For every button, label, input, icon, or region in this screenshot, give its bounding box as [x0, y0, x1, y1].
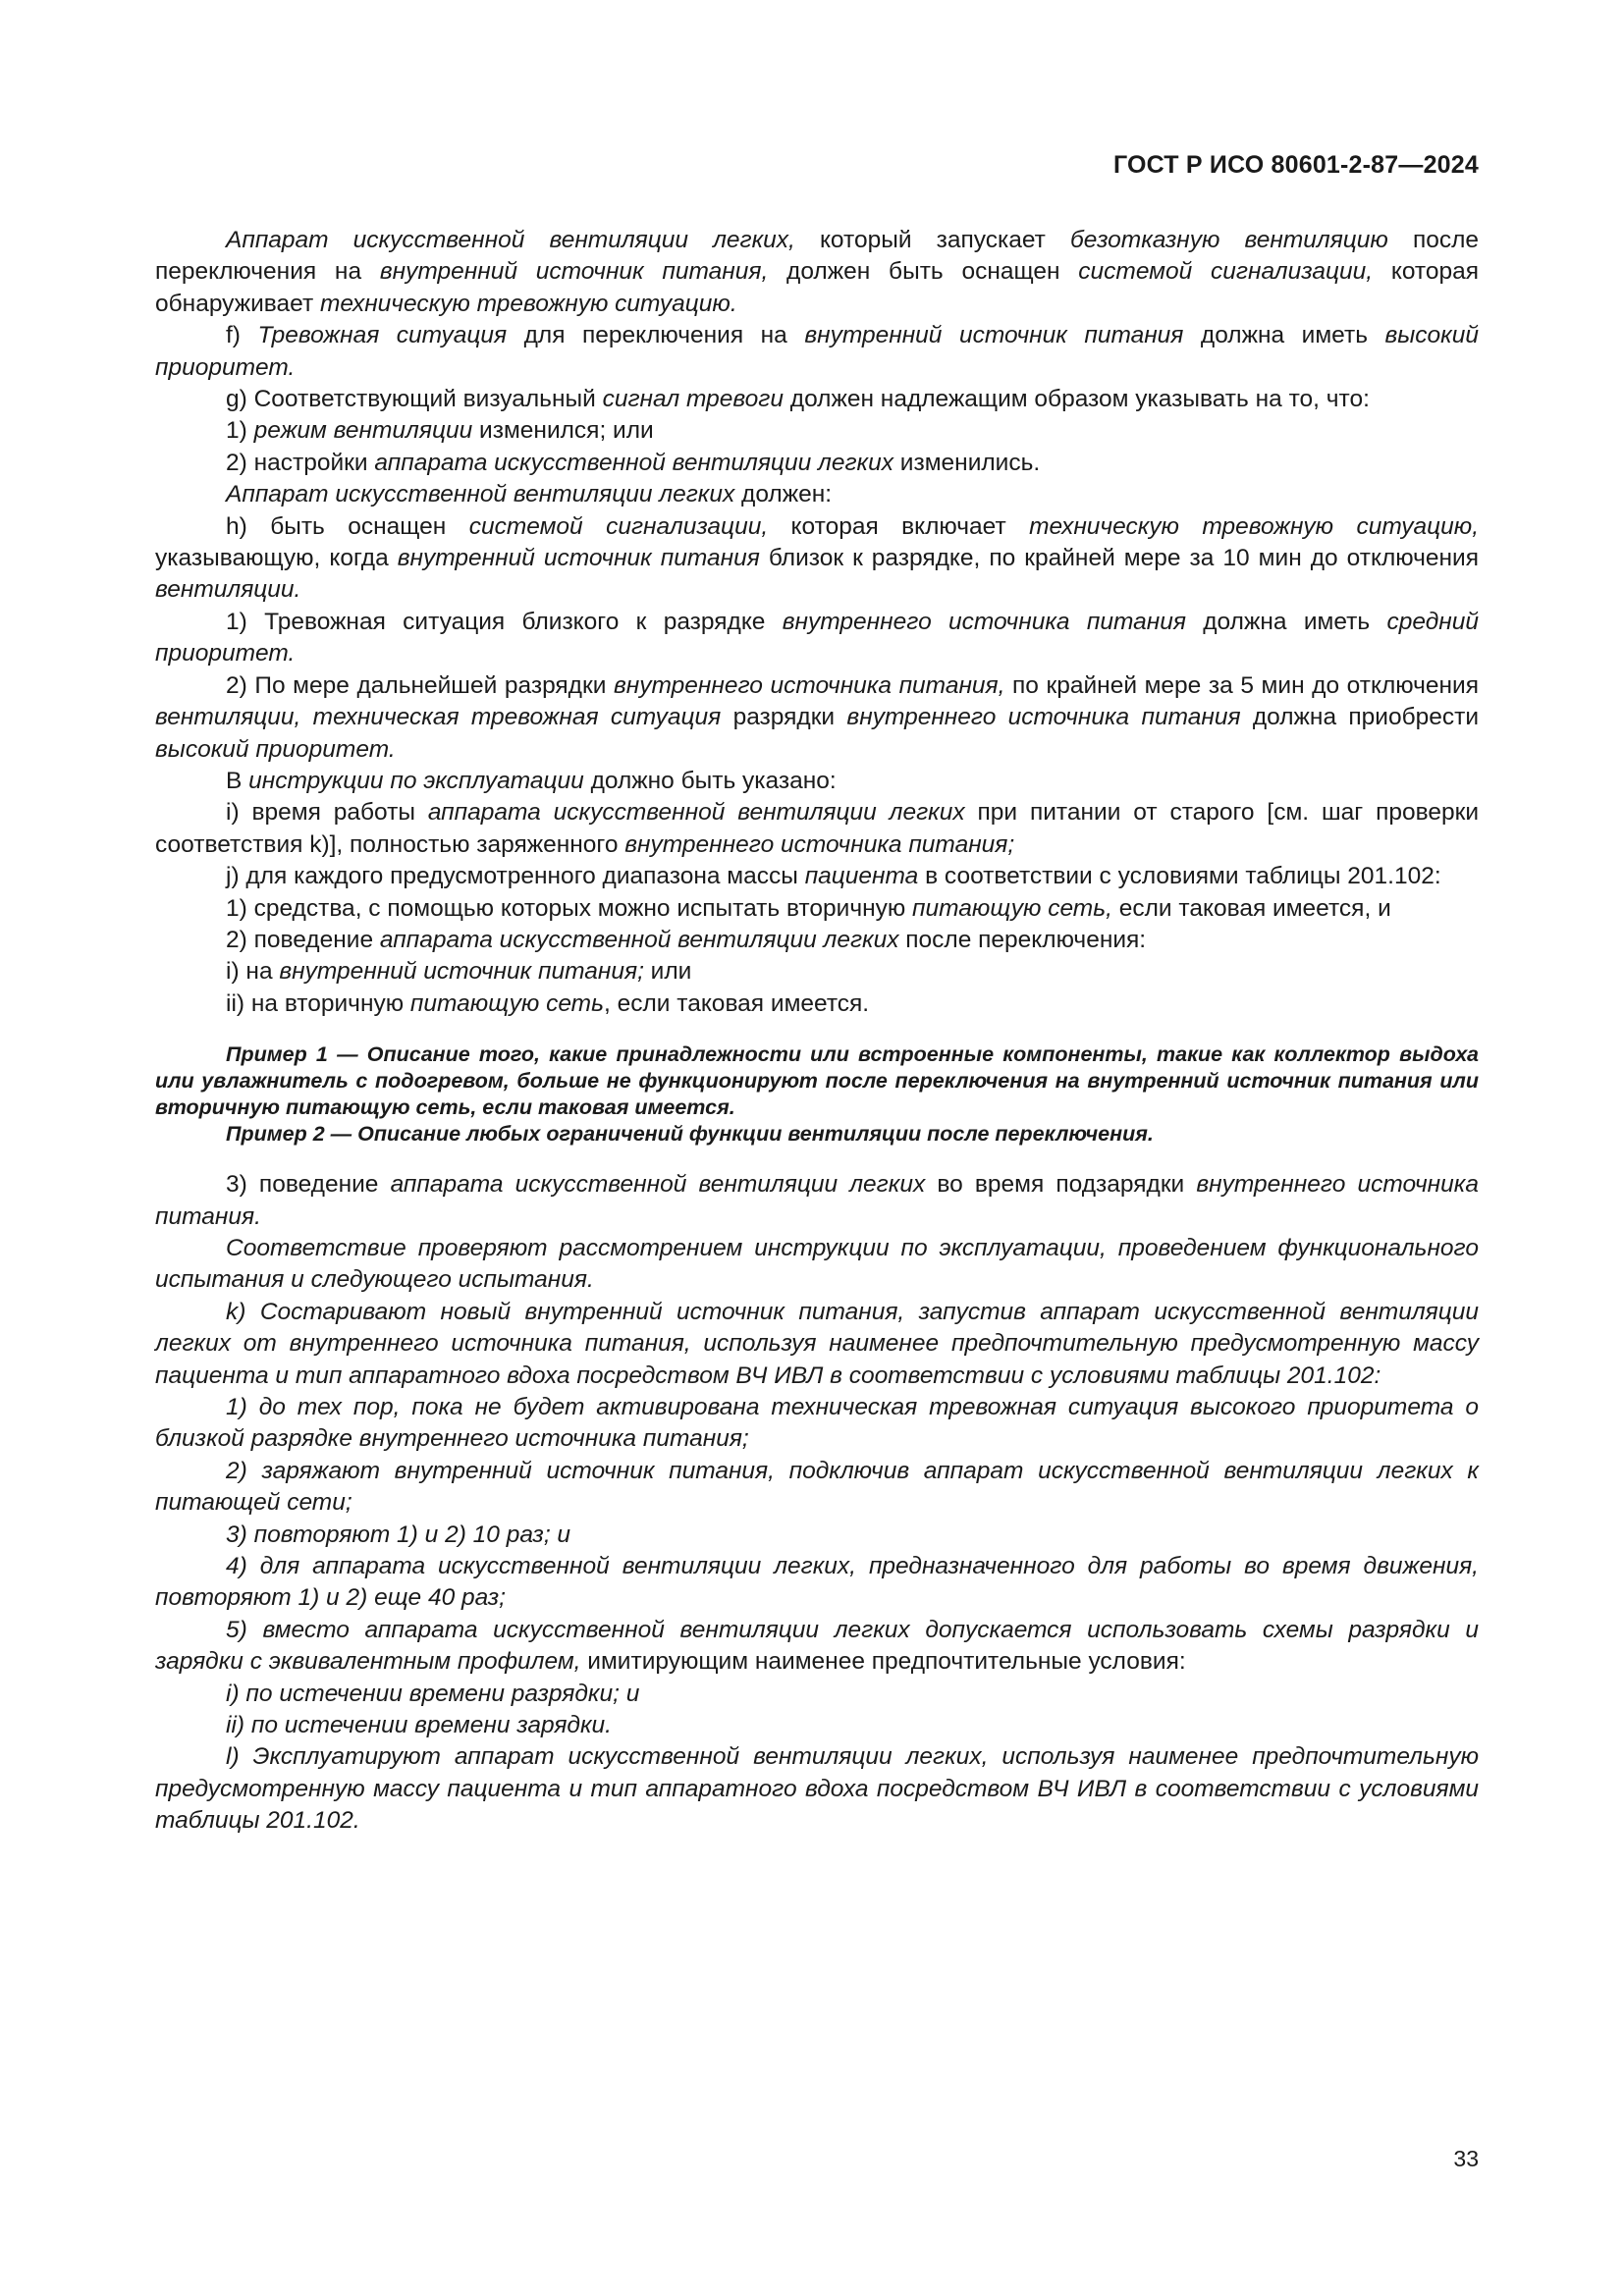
paragraph: [155, 225, 1479, 320]
paragraph: [155, 1233, 1479, 1297]
italic-term: вентиляции.: [155, 576, 301, 604]
italic-term: внутреннего источника питания: [782, 608, 1186, 635]
text-segment: f): [226, 322, 258, 349]
text-segment: 1) до тех пор, пока не будет активирована техническая тревожная ситуация высокого приоритета о близкой разрядке внутреннего источника питания;: [155, 1394, 1479, 1453]
paragraph: [155, 1520, 1479, 1551]
example-note: [155, 1041, 1479, 1121]
text-segment: 3) поведение: [226, 1171, 391, 1199]
document-code-header: ГОСТ Р ИСО 80601-2-87—2024: [1112, 151, 1479, 179]
text-segment: 1) средства, с помощью которых можно испытать вторичную: [226, 894, 913, 922]
paragraph: [155, 766, 1479, 797]
text-segment: по крайней мере за 5 мин до отключения: [1004, 671, 1479, 699]
italic-term: внутреннего источника питания: [846, 704, 1241, 731]
text-segment: ii) на вторичную: [226, 989, 410, 1017]
text-segment: 3) повторяют 1) и 2) 10 раз; и: [226, 1521, 571, 1548]
text-segment: изменился; или: [472, 417, 654, 445]
italic-term: вентиляции, техническая тревожная ситуация: [155, 704, 722, 731]
italic-term: техническую тревожную ситуацию,: [1029, 512, 1479, 540]
text-segment: h) быть оснащен: [226, 512, 469, 540]
text-segment: g) Соответствующий визуальный: [226, 386, 603, 413]
text-segment: должен:: [734, 481, 833, 508]
italic-term: внутренний источник питания: [397, 545, 760, 572]
text-segment: В: [226, 767, 249, 794]
italic-term: высокий приоритет.: [155, 735, 396, 763]
text-segment: после переключения на: [155, 227, 1480, 286]
page-number: 33: [1453, 2146, 1479, 2171]
text-segment: при питании от старого [см. шаг проверки соответствия k)], полностью заряженного: [155, 799, 1480, 858]
italic-term: внутренний источник питания;: [279, 958, 644, 986]
text-segment: которая обнаруживает: [155, 258, 1479, 317]
text-segment: которая включает: [768, 512, 1030, 540]
paragraph: [155, 670, 1479, 766]
italic-term: средний приоритет.: [155, 608, 1479, 667]
paragraph: [155, 1551, 1479, 1615]
document-body: [155, 225, 1479, 1838]
italic-term: внутреннего источника питания;: [624, 830, 1015, 858]
paragraph: [155, 384, 1479, 415]
text-segment: после переключения:: [898, 926, 1147, 953]
text-segment: Соответствие проверяют рассмотрением инструкции по эксплуатации, проведением функционального испытания и следующего испытания.: [155, 1234, 1479, 1294]
italic-term: Аппарат искусственной вентиляции легких: [226, 481, 735, 508]
italic-term: пациента: [804, 863, 919, 890]
paragraph: [155, 1297, 1479, 1392]
paragraph: [155, 1392, 1479, 1456]
paragraph: [155, 1456, 1479, 1520]
italic-term: высокий приоритет.: [155, 322, 1479, 381]
text-segment: Пример 1 — Описание того, какие принадлежности или встроенные компоненты, такие как коллектор выдоха или увлажнитель с подогревом, больше не функционируют после переключения на внутренний источник питания или вторичную питающую сеть, если таковая имеется.: [155, 1042, 1479, 1120]
italic-term: аппарата искусственной вентиляции легких: [374, 449, 893, 476]
example-note: [155, 1121, 1479, 1148]
paragraph: [155, 925, 1479, 956]
text-segment: в соответствии с условиями таблицы 201.102:: [918, 863, 1441, 890]
paragraph: [155, 956, 1479, 988]
paragraph: [155, 479, 1479, 510]
text-segment: если таковая имеется, и: [1111, 894, 1391, 922]
paragraph: [155, 415, 1479, 447]
paragraph: [155, 1169, 1479, 1233]
text-segment: близок к разрядке, по крайней мере за 10 мин до отключения: [759, 545, 1479, 572]
text-segment: должна иметь: [1183, 322, 1385, 349]
paragraph: [155, 988, 1479, 1020]
text-segment: разрядки: [721, 704, 847, 731]
text-segment: 2) По мере дальнейшей разрядки: [226, 671, 614, 699]
italic-term: системой сигнализации,: [468, 512, 769, 540]
paragraph: [155, 1741, 1479, 1837]
text-segment: который запускает: [794, 227, 1070, 253]
italic-term: внутренний источник питания,: [379, 258, 769, 286]
paragraph: [155, 893, 1479, 925]
text-segment: должен надлежащим образом указывать на то, что:: [783, 386, 1370, 413]
paragraph: [155, 1710, 1479, 1741]
italic-term: Тревожная ситуация: [257, 322, 508, 349]
italic-term: питающую сеть,: [912, 894, 1112, 922]
text-segment: во время подзарядки: [925, 1171, 1197, 1199]
text-segment: для переключения на: [507, 322, 805, 349]
italic-term: внутренний источник питания: [804, 322, 1184, 349]
italic-term: 5) вместо аппарата искусственной вентиляции легких допускается использовать схемы разрядки и зарядки с эквивалентным профилем,: [155, 1616, 1479, 1676]
text-segment: i) на: [226, 958, 280, 986]
text-segment: должна иметь: [1185, 608, 1387, 635]
paragraph: [155, 1615, 1479, 1679]
text-segment: i) время работы: [226, 799, 428, 827]
italic-term: питающую сеть: [409, 989, 604, 1017]
text-segment: 1): [226, 417, 254, 445]
text-segment: должен быть оснащен: [768, 258, 1079, 286]
text-segment: должна приобрести: [1240, 704, 1480, 731]
paragraph: [155, 861, 1479, 892]
text-segment: изменились.: [893, 449, 1041, 476]
italic-term: безотказную вентиляцию: [1069, 227, 1388, 253]
italic-term: внутреннего источника питания.: [155, 1171, 1479, 1230]
italic-term: инструкции по эксплуатации: [248, 767, 584, 794]
paragraph: [155, 511, 1479, 607]
text-segment: j) для каждого предусмотренного диапазона массы: [226, 863, 805, 890]
text-segment: ii) по истечении времени зарядки.: [226, 1712, 612, 1739]
paragraph: [155, 320, 1479, 384]
text-segment: 4) для аппарата искусственной вентиляции легких, предназначенного для работы во время движения, повторяют 1) и 2) еще 40 раз;: [155, 1553, 1479, 1612]
paragraph: [155, 797, 1479, 861]
italic-term: Аппарат искусственной вентиляции легких,: [226, 227, 795, 253]
text-segment: 1) Тревожная ситуация близкого к разрядке: [226, 608, 783, 635]
text-segment: Пример 2 — Описание любых ограничений функции вентиляции после переключения.: [226, 1122, 1154, 1147]
text-segment: или: [643, 958, 692, 986]
paragraph: [155, 448, 1479, 479]
text-segment: 2) поведение: [226, 926, 380, 953]
italic-term: сигнал тревоги: [602, 386, 784, 413]
paragraph: [155, 607, 1479, 670]
text-segment: указывающую, когда: [155, 545, 398, 572]
italic-term: системой сигнализации,: [1078, 258, 1374, 286]
text-segment: 2) заряжают внутренний источник питания, подключив аппарат искусственной вентиляции легких к питающей сети;: [155, 1457, 1479, 1517]
text-segment: должно быть указано:: [583, 767, 837, 794]
text-segment: имитирующим наименее предпочтительные условия:: [580, 1648, 1186, 1676]
italic-term: режим вентиляции: [253, 417, 473, 445]
italic-term: аппарата искусственной вентиляции легких: [427, 799, 965, 827]
text-segment: , если таковая имеется.: [603, 989, 870, 1017]
text-segment: l) Эксплуатируют аппарат искусственной вентиляции легких, используя наименее предпочтительную предусмотренную массу пациента и тип аппаратного вдоха посредством ВЧ ИВЛ в соответствии с условиями таблицы 201.102.: [155, 1743, 1479, 1835]
paragraph: [155, 1679, 1479, 1710]
italic-term: техническую тревожную ситуацию.: [319, 290, 737, 317]
italic-term: внутреннего источника питания,: [613, 671, 1005, 699]
text-segment: i) по истечении времени разрядки; и: [226, 1680, 640, 1707]
text-segment: k) Состаривают новый внутренний источник питания, запустив аппарат искусственной вентиляции легких от внутреннего источника питания, используя наименее предпочтительную предусмотренную массу пациента и тип аппаратного вдоха посредством ВЧ ИВЛ в соответствии с условиями таблицы 201.102:: [155, 1298, 1479, 1389]
italic-term: аппарата искусственной вентиляции легких: [379, 926, 899, 953]
italic-term: аппарата искусственной вентиляции легких: [390, 1171, 926, 1199]
text-segment: 2) настройки: [226, 449, 375, 476]
